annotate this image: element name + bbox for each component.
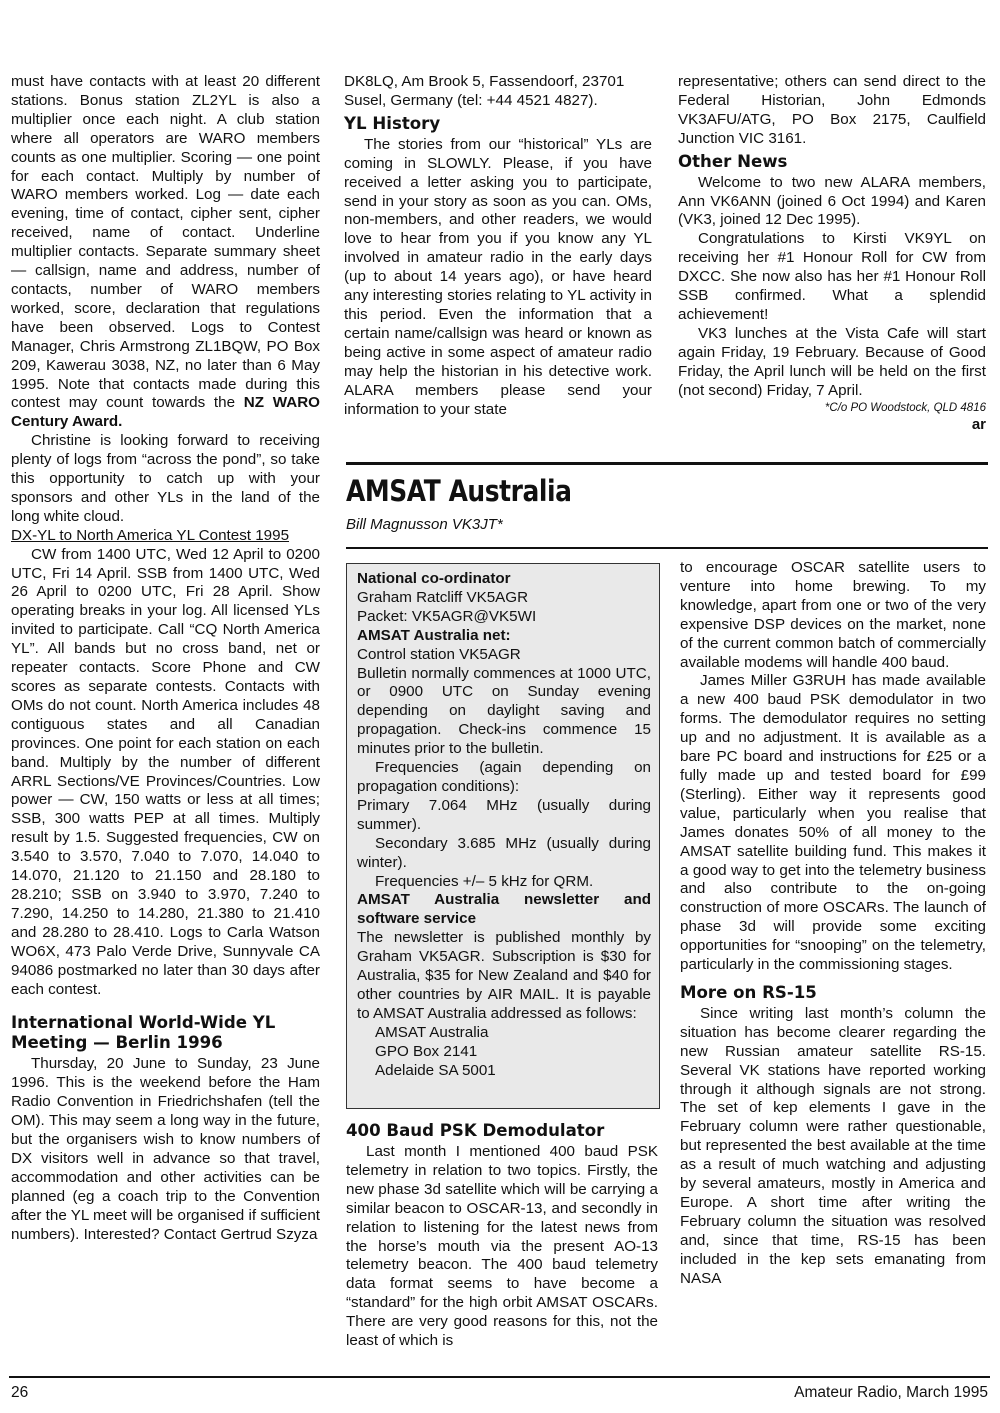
rs15-paragraph: Since writing last month’s column the situation has become clearer regarding the new Russian amateur satellite RS-15. Several VK stations have reported working through it although signals are not strong. The set of kep elements I gave in the February column were rather questionable, but represented the best available at the time as a result of much watching and adjusting by several amateurs, mostly in America and Europe. A short time after writing the February column the situation was resolved and, since that time, RS-15 has been included in the kep sets emanating from NASA (680, 1004, 986, 1287)
coordinator-packet: Packet: VK5AGR@VK5WI (357, 607, 537, 625)
waro-award-name: NZ WARO Century Award. (11, 394, 320, 431)
new-members-paragraph: Welcome to two new ALARA members, Ann VK6ANN (joined 6 Oct 1994) and Karen (VK3, joined 12 Dec 1995). (678, 173, 986, 229)
amsat-title: AMSAT Australia (346, 474, 572, 508)
author-address: *C/o PO Woodstock, QLD 4816 (824, 401, 986, 414)
footer-rule (9, 1376, 990, 1378)
congratulations-paragraph: Congratulations to Kirsti VK9YL on receiving her #1 Honour Roll for CW from DXCC. She now also has her #1 Honour Roll SSB confirmed. What a splendid achievement! (678, 230, 986, 323)
home-brewing-paragraph: to encourage OSCAR satellite users to venture into home brewing. To my knowledge, apart from one or two of the very expensive DSP devices on the market, none of the current common batch of commercially available modems will handle 400 baud. (680, 559, 986, 671)
net-secondary-frequency: Secondary 3.685 MHz (usually during winter). (357, 834, 651, 871)
address-line-1: AMSAT Australia (375, 1023, 489, 1041)
yl-history-paragraph: The stories from our “historical” YLs are coming in SLOWLY. Please, if you have received a letter asking you to participate, send in your story as soon as you can. OMs, non-members, and other readers, we would love to hear from you if you know any YL involved in amateur radio in the early days (up to about 14 years ago), or have heard any interesting stories relating to YL activity in this period. Even the information that a certain name/callsign was heard or known as being active in some aspect of amateur radio may help the historian in his detective work. ALARA members please send your information to your state (344, 135, 652, 418)
page-number: 26 (11, 1384, 29, 1401)
newsletter-paragraph: The newsletter is published monthly by Graham VK5AGR. Subscription is $30 for Australia, $35 for New Zealand and $40 for other countries by AIR MAIL. It is payable to AMSAT Australia addressed as follows: (357, 929, 651, 1022)
net-bulletin-time: Bulletin normally commences at 1000 UTC, or 0900 UTC on Sunday evening depending on daylight saving and propagation. Check-ins commence 15 minutes prior to the bulletin. (357, 664, 651, 758)
column-2-bottom (346, 1121, 658, 1351)
net-frequency-tolerance: Frequencies +/– 5 kHz for QRM. (375, 872, 594, 890)
dx-yl-contest-subhead: DX-YL to North America YL Contest 1995 (11, 526, 290, 544)
end-mark: ar (971, 415, 986, 433)
berlin-meeting-paragraph: Thursday, 20 June to Sunday, 23 June 1996. This is the weekend before the Ham Radio Convention in Friedrichshafen (tell the OM). This may seem a long way in the future, but the organisers wish to know numbers of DX visitors well in advance so that travel, accommodation and other activities can be planned (eg a coach trip to the Convention after the YL meet will be organised if sufficient numbers). Interested? Contact Gertrud Szyza (11, 1055, 320, 1243)
column-1 (11, 73, 320, 1244)
dx-yl-contest-paragraph: CW from 1400 UTC, Wed 12 April to 0200 UTC, Fri 14 April. SSB from 1400 UTC, Wed 26 April to 0200 UTC, Fri 28 April. Show operating breaks in your log. All licensed YLs invited to participate. Call “CQ North America YL”. All bands but no cross band, net or repeater contacts. Score Phone and CW scores as separate contests. Contacts with OMs do not count. North America includes 48 contiguous states and all Canadian provinces. One point for each station on each band. Multiply by the number of different ARRL Sections/VE Provinces/Countries. Low power — CW, 150 watts or less at all times; SSB, 300 watts PEP at all times. Multiply result by 1.5. Suggested frequencies, CW on 3.540 to 3.570, 7.040 to 7.070, 14.040 to 14.070, 21.120 to 21.150 and 28.180 to 28.210; SSB on 3.940 to 3.970, 7.240 to 7.290, 14.250 to 14.280, 21.380 to 21.410 and 28.280 to 28.410. Logs to Carla Watson WO6X, 473 Palo Verde Drive, Sunnyvale CA 94086 postmarked no later than 30 days after each contest. (11, 545, 320, 998)
szyza-address: DK8LQ, Am Brook 5, Fassendoorf, 23701 Susel, Germany (tel: +44 4521 4827). (344, 73, 625, 109)
coordinator-heading: National co-ordinator (357, 570, 511, 587)
other-news-heading: Other News (678, 151, 788, 171)
waro-rules-paragraph: must have contacts with at least 20 different stations. Bonus station ZL2YL is also a multiplier once each night. A club station where all operators are WARO members counts as one multiplier. Scoring — one point for each contact. Multiply by number of WARO members worked. Log — date each evening, time of contact, cipher sent, cipher received, name of contact. Underline multiplier contacts. Separate summary sheet — callsign, name and address, number of contacts, number of WARO members worked, score, declaration that regulations have been observed. Logs to Contest Manager, Chris Armstrong ZL1BQW, PO Box 209, Kawerau 3038, NZ, no later than 6 May 1995. Note that contacts made during this contest may count towards the NZ WARO Century Award. (11, 73, 320, 431)
psk-demodulator-heading: 400 Baud PSK Demodulator (346, 1121, 605, 1140)
rs15-heading: More on RS-15 (680, 982, 817, 1002)
column-3-bottom (680, 559, 986, 1289)
net-primary-frequency: Primary 7.064 MHz (usually during summer). (357, 796, 651, 833)
column-3-top (678, 73, 986, 433)
historian-paragraph: representative; others can send direct to the Federal Historian, John Edmonds VK3AFU/ATG, PO Box 2175, Caulfield Junction VIC 3161. (678, 73, 986, 147)
berlin-meeting-heading: International World-Wide YL Meeting — Berlin 1996 (11, 1013, 276, 1053)
vk3-lunches-paragraph: VK3 lunches at the Vista Cafe will start again Friday, 19 February. Because of Good Friday, the April lunch will be held on the first (not second) Friday, 7 April. (678, 324, 986, 399)
address-line-3: Adelaide SA 5001 (375, 1061, 496, 1079)
address-line-2: GPO Box 2141 (375, 1042, 478, 1060)
net-control-station: Control station VK5AGR (357, 645, 521, 663)
amsat-bottom-rule (346, 547, 988, 549)
g3ruh-paragraph: James Miller G3RUH has made available a new 400 baud PSK demodulator in two forms. The demodulator requires no setting up and no adjustment. It is available as a bare PC board and instructions for £25 or a fully made up and tested board for £99 (Sterling). Either way it represents good value, particularly when you realise that James donates 50% of all money to the AMSAT satellite building fund. This makes it a good way to get into the telemetry business and also contribute to the on-going construction of more OSCARs. The launch of phase 3d will provide some exciting opportunities for “snooping” on the telemetry, particularly in the commissioning stages. (680, 672, 986, 974)
publication-name: Amateur Radio, March 1995 (794, 1384, 988, 1401)
column-2-top (344, 73, 652, 419)
yl-history-heading: YL History (344, 113, 441, 133)
amsat-top-rule (346, 462, 988, 465)
amsat-info-box (346, 563, 660, 1109)
net-heading: AMSAT Australia net: (357, 626, 511, 644)
psk-demodulator-paragraph: Last month I mentioned 400 baud PSK telemetry in relation to two topics. Firstly, the new phase 3d satellite which will be carrying a similar beacon to OSCAR-13, and secondly in relation to listening for the latest news from the horse’s mouth via the present AO-13 telemetry beacon. The 400 baud telemetry data format seems to have become a “standard” for the high orbit AMSAT OSCARs. There are very good reasons for this, not the least of which is (346, 1143, 658, 1350)
newsletter-heading: AMSAT Australia newsletter and software service (357, 891, 651, 928)
christine-paragraph: Christine is looking forward to receiving plenty of logs from “across the pond”, so take this opportunity to catch up with your sponsors and other YLs in the land of the long white cloud. (11, 432, 320, 525)
coordinator-name: Graham Ratcliff VK5AGR (357, 588, 529, 606)
amsat-byline: Bill Magnusson VK3JT* (346, 516, 503, 533)
net-frequencies-intro: Frequencies (again depending on propagation conditions): (357, 759, 651, 795)
